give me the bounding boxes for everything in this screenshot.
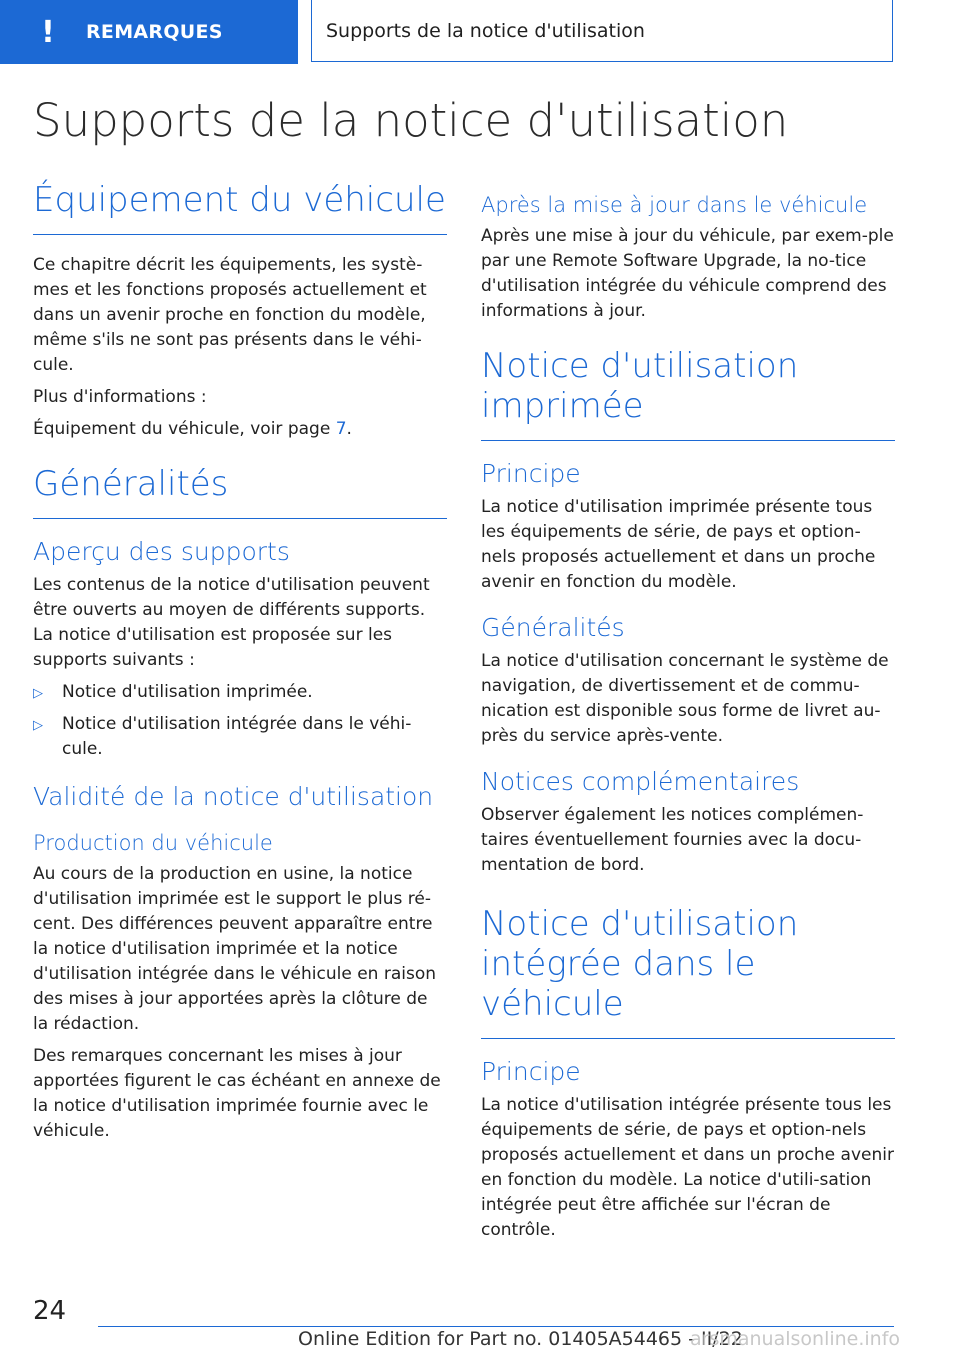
list-item-text: Notice d'utilisation imprimée. xyxy=(62,682,313,702)
edition-label: Online Edition for Part no. 01405A54465 - II/22 xyxy=(298,1328,743,1350)
heading-equipement: Équipement du véhicule xyxy=(33,180,446,220)
badge-label: REMARQUES xyxy=(86,21,223,43)
footer-divider xyxy=(98,1326,894,1327)
heading-block xyxy=(33,464,447,519)
paragraph: Au cours de la production en usine, la notice d'utilisation imprimée est le support le plus ré-cent. Des différences peuvent apparaître entre la notice d'utilisation imprimée et la notice d'utilisation intégrée dans le véhicule en raison des mises à jour apportées après la clôture de la rédaction. xyxy=(33,864,437,1034)
left-column xyxy=(33,180,447,1151)
page-title: Supports de la notice d'utilisation xyxy=(33,94,789,147)
page-number: 24 xyxy=(33,1296,67,1326)
reference-end: . xyxy=(346,419,352,439)
heading-generalites: Généralités xyxy=(33,464,229,504)
heading-principe-integree: Principe xyxy=(481,1057,581,1086)
paragraph: Plus d'informations : xyxy=(33,387,207,407)
paragraph: La notice d'utilisation intégrée présente tous les équipements de série, de pays et option-nels proposés actuellement et dans un proche avenir en fonction du modèle. La notice d'utili-sation intégrée peut être affichée sur l'écran de contrôle. xyxy=(481,1095,894,1240)
heading-block xyxy=(481,346,895,441)
heading-principe: Principe xyxy=(481,459,581,488)
exclamation-icon: ! xyxy=(41,14,55,50)
page-link[interactable]: 7 xyxy=(335,419,347,439)
list-item xyxy=(33,712,447,762)
heading-production: Production du véhicule xyxy=(33,831,273,855)
reference-text: Équipement du véhicule, voir page xyxy=(33,419,336,439)
paragraph: La notice d'utilisation imprimée présente tous les équipements de série, de pays et option-nels proposés actuellement et dans un proche avenir en fonction du modèle. xyxy=(481,497,876,592)
paragraph: Observer également les notices complémen-taires éventuellement fournies avec la docu-mentation de bord. xyxy=(481,805,864,875)
heading-apres-mise-a-jour: Après la mise à jour dans le véhicule xyxy=(481,193,868,217)
paragraph: Ce chapitre décrit les équipements, les systè-mes et les fonctions proposés actuellement et dans un avenir proche en fonction du modèle, même s'ils ne sont pas présents dans le véhi-cule. xyxy=(33,255,427,375)
heading-notices-complementaires: Notices complémentaires xyxy=(481,767,800,796)
heading-notice-imprimee: Notice d'utilisation imprimée xyxy=(481,346,799,426)
paragraph: Des remarques concernant les mises à jour apportées figurent le cas échéant en annexe de la notice d'utilisation imprimée fournie avec le véhicule. xyxy=(33,1046,441,1141)
triangle-right-icon: ▷ xyxy=(33,718,43,733)
paragraph-reference xyxy=(33,417,447,442)
paragraph: Les contenus de la notice d'utilisation peuvent être ouverts au moyen de différents supports. La notice d'utilisation est proposée sur les supports suivants : xyxy=(33,575,430,670)
page-header xyxy=(0,0,960,66)
supports-list xyxy=(33,680,447,762)
heading-apercu: Aperçu des supports xyxy=(33,537,290,566)
section-title: Supports de la notice d'utilisation xyxy=(311,0,893,62)
right-column xyxy=(481,192,895,1250)
triangle-right-icon: ▷ xyxy=(33,686,43,701)
heading-generalites-imprimee: Généralités xyxy=(481,613,625,642)
list-item xyxy=(33,680,447,705)
list-item-text: Notice d'utilisation intégrée dans le véhi-cule. xyxy=(62,714,412,759)
heading-notice-integree: Notice d'utilisation intégrée dans le véhicule xyxy=(481,904,799,1024)
heading-block xyxy=(481,904,895,1039)
remarques-badge xyxy=(0,0,298,64)
paragraph: Après une mise à jour du véhicule, par exem-ple par une Remote Software Upgrade, la no-tice d'utilisation intégrée du véhicule comprend des informations à jour. xyxy=(481,226,894,321)
heading-validite: Validité de la notice d'utilisation xyxy=(33,782,434,811)
heading-block xyxy=(33,180,447,235)
watermark: arsmanualsonline.info xyxy=(690,1328,901,1350)
paragraph: La notice d'utilisation concernant le système de navigation, de divertissement et de commu-nication est disponible sous forme de livret au-près du service après-vente. xyxy=(481,651,889,746)
